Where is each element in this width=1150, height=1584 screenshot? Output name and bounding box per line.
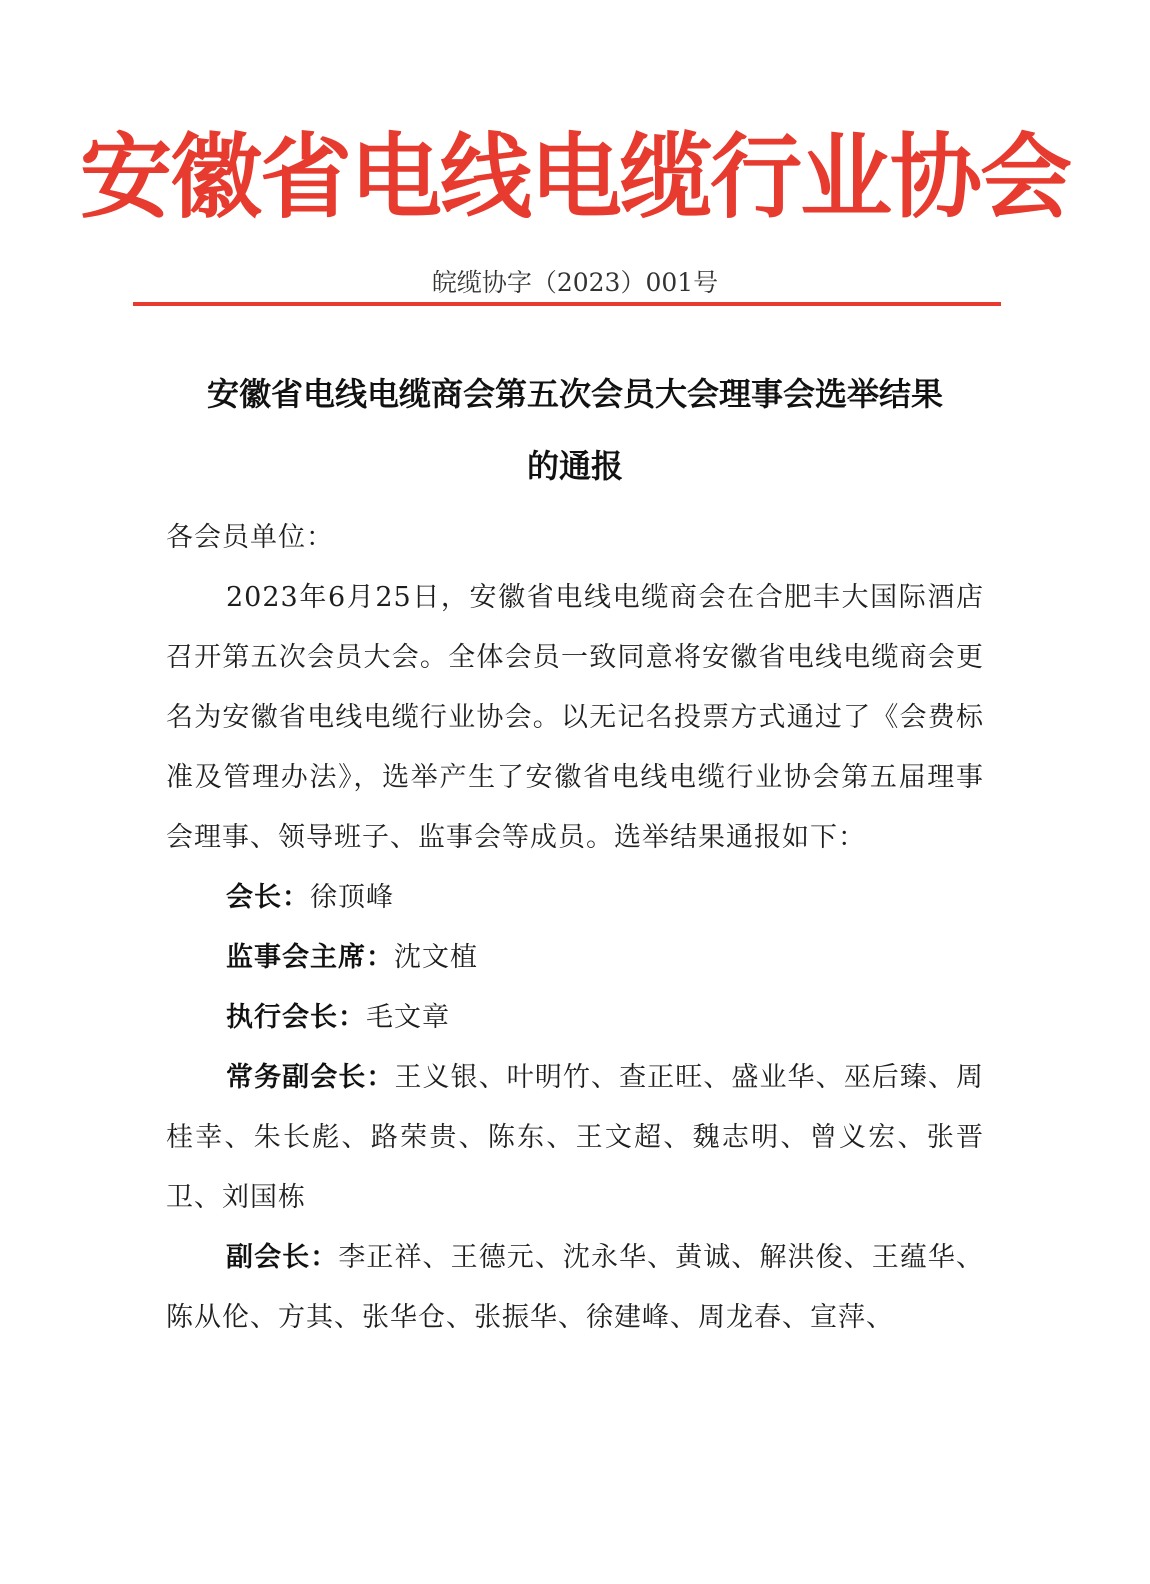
document-title-line-1: 安徽省电线电缆商会第五次会员大会理事会选举结果 bbox=[206, 375, 943, 413]
role-executive-president bbox=[166, 988, 984, 1048]
salutation: 各会员单位： bbox=[166, 522, 334, 553]
role-names: 徐顶峰 bbox=[310, 882, 394, 913]
role-executive-vice-presidents bbox=[166, 1048, 984, 1228]
document-body bbox=[166, 508, 984, 1348]
role-label: 执行会长： bbox=[226, 1002, 366, 1033]
document-title-line-2: 的通报 bbox=[526, 447, 623, 485]
letterhead-red-rule bbox=[133, 302, 1001, 306]
role-names: 毛文章 bbox=[366, 1002, 450, 1033]
role-supervisory-chair bbox=[166, 928, 984, 988]
role-label: 会长： bbox=[226, 882, 310, 913]
role-names: 王义银、叶明竹、查正旺、盛业华、巫后臻、周桂幸、朱长彪、路荣贵、陈东、王文超、魏志明、曾义宏、张晋卫、刘国栋 bbox=[166, 1062, 985, 1213]
role-vice-presidents bbox=[166, 1228, 984, 1348]
role-label: 常务副会长： bbox=[226, 1062, 395, 1093]
role-label: 监事会主席： bbox=[226, 942, 394, 973]
role-names: 李正祥、王德元、沈永华、黄诚、解洪俊、王蕴华、陈从伦、方其、张华仓、张振华、徐建峰、周龙春、宣萍、 bbox=[166, 1242, 985, 1333]
document-number: 皖缆协字（2023）001号 bbox=[431, 268, 719, 297]
letterhead-org-name: 安徽省电线电缆行业协会 bbox=[79, 124, 1070, 231]
role-label: 副会长： bbox=[226, 1242, 339, 1273]
role-names: 沈文植 bbox=[394, 942, 478, 973]
intro-paragraph: 2023年6月25日，安徽省电线电缆商会在合肥丰大国际酒店召开第五次会员大会。全体会员一致同意将安徽省电线电缆商会更名为安徽省电线电缆行业协会。以无记名投票方式通过了《会费标准及管理办法》，选举产生了安徽省电线电缆行业协会第五届理事会理事、领导班子、监事会等成员。选举结果通报如下： bbox=[166, 582, 984, 853]
role-president bbox=[166, 868, 984, 928]
